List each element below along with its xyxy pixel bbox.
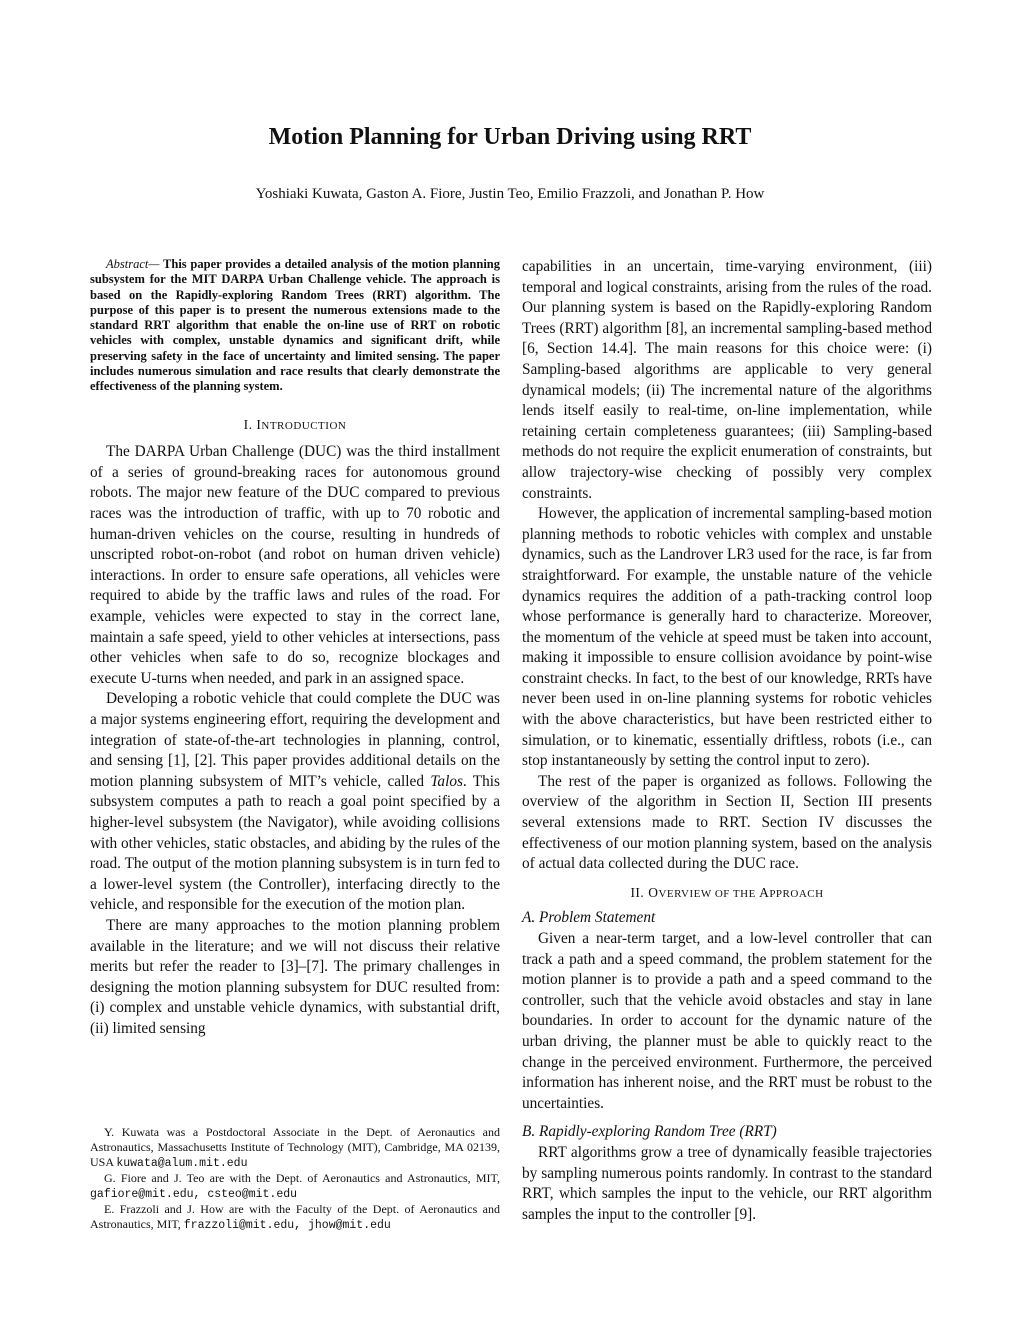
subsection-problem-statement: A. Problem Statement [522,909,656,927]
abstract-label: Abstract— [106,257,160,271]
footnote-kuwata: Y. Kuwata was a Postdoctoral Associate in the Dept. of Aeronautics and Astronautics, Massachusetts Institute of Technology (MIT), Cambridge, MA 02139, USA kuwata@alum.mit.edu [90,1125,500,1170]
abstract [90,257,500,395]
section-heading-introduction: I. INTRODUCTION [243,416,347,432]
email-fiore-teo: gafiore@mit.edu, csteo@mit.edu [90,1188,298,1201]
problem-statement-paragraph: Given a near-term target, and a low-level controller that can track a path and a speed command, the problem statement for the motion planner is to provide a path and a speed command to the controller, such that the vehicle avoid obstacles and stay in lane boundaries. In order to account for the dynamic nature of the urban driving, the planner must be able to quickly react to the change in the perceived environment. Furthermore, the perceived information has inherent noise, and the RRT must be robust to the uncertainties. [522,930,932,1112]
intro-paragraph-3: There are many approaches to the motion planning problem available in the literature; and we will not discuss their relative merits but refer the reader to [3]–[7]. The primary challenges in designing the motion planning subsystem for DUC resulted from: (i) complex and unstable vehicle dynamics, with substantial drift, (ii) limited sensing [90,916,500,1037]
email-frazzoli-how: frazzoli@mit.edu, jhow@mit.edu [183,1219,391,1232]
footnote-fiore-teo: G. Fiore and J. Teo are with the Dept. of Aeronautics and Astronautics, MIT, gafiore@mit.edu, csteo@mit.edu [90,1171,500,1201]
footnote-frazzoli-how: E. Frazzoli and J. How are with the Faculty of the Dept. of Aeronautics and Astronautics, MIT, frazzoli@mit.edu, jhow@mit.edu [90,1202,500,1232]
section-heading-overview: II. OVERVIEW OF THE APPROACH [630,884,824,900]
intro-paragraph-6: The rest of the paper is organized as follows. Following the overview of the algorithm in Section II, Section III presents several extensions made to RRT. Section IV discusses the effectiveness of our motion planning system, based on the analysis of actual data collected during the DUC race. [522,772,932,873]
paper-title: Motion Planning for Urban Driving using RRT [268,124,752,150]
footnotes [90,1125,500,1233]
left-column [90,257,500,1232]
abstract-text: This paper provides a detailed analysis of the motion planning subsystem for the MIT DARPA Urban Challenge vehicle. The approach is based on the Rapidly-exploring Random Trees (RRT) algorithm. The purpose of this paper is to present the numerous extensions made to the standard RRT algorithm that enable the on-line use of RRT on robotic vehicles with complex, unstable dynamics and significant drift, while preserving safety in the face of uncertainty and limited sensing. The paper includes numerous simulation and race results that clearly demonstrate the effectiveness of the planning system. [90,257,500,394]
subsection-rrt: B. Rapidly-exploring Random Tree (RRT) [522,1123,777,1141]
vehicle-name: Talos [430,772,463,790]
email-kuwata: kuwata@alum.mit.edu [116,1157,248,1170]
rrt-paragraph: RRT algorithms grow a tree of dynamically feasible trajectories by sampling numerous points randomly. In contrast to the standard RRT, which samples the input to the vehicle, our RRT algorithm samples the input to the controller [9]. [522,1143,932,1223]
author-list: Yoshiaki Kuwata, Gaston A. Fiore, Justin Teo, Emilio Frazzoli, and Jonathan P. How [255,186,765,202]
intro-paragraph-2: Developing a robotic vehicle that could complete the DUC was a major systems engineering effort, requiring the development and integration of state-of-the-art technologies in planning, control, and sensing [1], [2]. This paper provides additional details on the motion planning subsystem of MIT’s vehicle, called Talos. This subsystem computes a path to reach a goal point specified by a higher-level subsystem (the Navigator), while avoiding collisions with other vehicles, static obstacles, and abiding by the rules of the road. The output of the motion planning subsystem is in turn fed to a lower-level system (the Controller), interfacing directly to the vehicle, and responsible for the execution of the motion plan. [90,690,500,914]
right-column [522,257,932,1225]
intro-paragraph-5: However, the application of incremental sampling-based motion planning methods to robotic vehicles with complex and unstable dynamics, such as the Landrover LR3 used for the race, is far from straightforward. For example, the unstable nature of the vehicle dynamics requires the addition of a path-tracking control loop whose performance is generally hard to characterize. Moreover, the momentum of the vehicle at speed must be taken into account, making it impossible to ensure collision avoidance by point-wise constraint checks. In fact, to the best of our knowledge, RRTs have never been used in on-line planning systems for robotic vehicles with the above characteristics, but have been restricted either to simulation, or to kinematic, essentially driftless, robots (i.e., can stop instantaneously by setting the control input to zero). [522,505,932,770]
intro-paragraph-4: capabilities in an uncertain, time-varying environment, (iii) temporal and logical constraints, arising from the rules of the road. Our planning system is based on the Rapidly-exploring Random Trees (RRT) algorithm [8], an incremental sampling-based method [6, Section 14.4]. The main reasons for this choice were: (i) Sampling-based algorithms are applicable to very general dynamical models; (ii) The incremental nature of the algorithms lends itself easily to real-time, on-line implementation, while retaining certain completeness guarantees; (iii) Sampling-based methods do not require the explicit enumeration of constraints, but allow trajectory-wise checking of possibly very complex constraints. [522,258,932,502]
intro-paragraph-1: The DARPA Urban Challenge (DUC) was the third installment of a series of ground-breaking races for autonomous ground robots. The major new feature of the DUC compared to previous races was the introduction of traffic, with up to 70 robotic and human-driven vehicles on the course, resulting in hundreds of unscripted robot-on-robot (and robot on human driven vehicle) interactions. In order to ensure safe operations, all vehicles were required to abide by the traffic laws and rules of the road. For example, vehicles were expected to stay in the correct lane, maintain a safe speed, yield to other vehicles at intersections, pass other vehicles when safe to do so, recognize blockages and execute U-turns when needed, and park in an assigned space. [90,443,500,687]
